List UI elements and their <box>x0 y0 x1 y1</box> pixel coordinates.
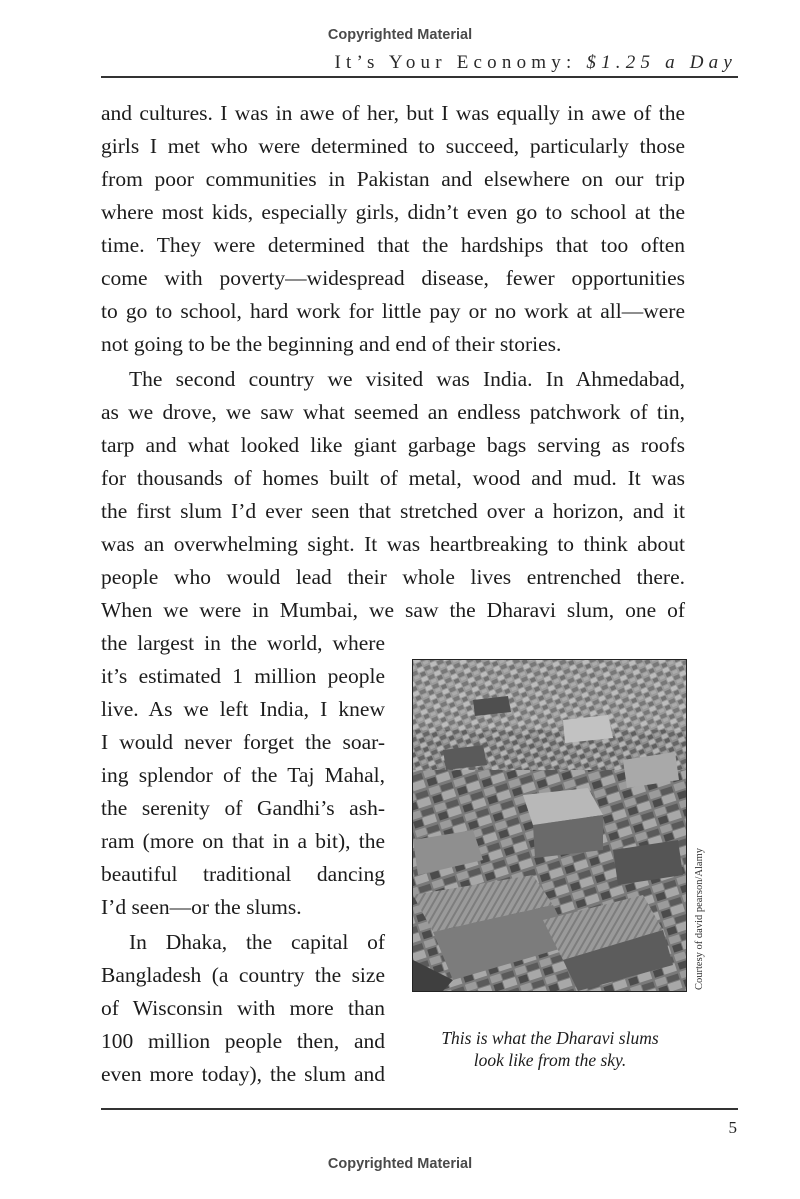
body-line: of Wisconsin with more than <box>101 996 385 1020</box>
body-line: from poor communities in Pakistan and elsewhere on our trip <box>101 167 685 191</box>
body-line: I would never forget the soar- <box>101 730 385 754</box>
body-line: come with poverty—widespread disease, fewer opportunities <box>101 266 685 290</box>
body-line: where most kids, especially girls, didn’t even go to school at the <box>101 200 685 224</box>
body-line: time. They were determined that the hardships that too often <box>101 233 685 257</box>
copyright-watermark-bottom: Copyrighted Material <box>327 1156 473 1172</box>
running-head-amount: $1.25 a Day <box>586 52 737 73</box>
body-line: live. As we left India, I knew <box>101 697 385 721</box>
body-line: to go to school, hard work for little pay or no work at all—were <box>101 299 685 323</box>
header-rule <box>101 76 738 78</box>
body-line: not going to be the beginning and end of their stories. <box>101 332 562 356</box>
photo-credit: Courtesy of david pearson/Alamy <box>694 847 705 990</box>
body-line: it’s estimated 1 million people <box>101 664 385 688</box>
caption-line: look like from the sky. <box>473 1050 627 1070</box>
body-line: ram (more on that in a bit), the <box>101 829 385 853</box>
body-line: the first slum I’d ever seen that stretched over a horizon, and it <box>101 499 685 523</box>
caption-line: This is what the Dharavi slums <box>441 1028 659 1048</box>
body-line: When we were in Mumbai, we saw the Dharavi slum, one of <box>101 598 685 622</box>
body-line: girls I met who were determined to succeed, particularly those <box>101 134 685 158</box>
body-line: the largest in the world, where <box>101 631 385 655</box>
body-line: as we drove, we saw what seemed an endless patchwork of tin, <box>101 400 685 424</box>
paragraph-start-line: In Dhaka, the capital of <box>129 930 385 954</box>
body-line: people who would lead their whole lives entrenched there. <box>101 565 685 589</box>
body-line: Bangladesh (a country the size <box>101 963 385 987</box>
paragraph-start-line: The second country we visited was India. In Ahmedabad, <box>129 367 685 391</box>
dharavi-slum-photo <box>412 659 687 992</box>
body-line: 100 million people then, and <box>101 1029 385 1053</box>
running-head-title: It’s Your Economy: <box>334 52 587 73</box>
copyright-watermark-top: Copyrighted Material <box>327 27 473 43</box>
body-line: even more today), the slum and <box>101 1062 385 1086</box>
body-line: beautiful traditional dancing <box>101 862 385 886</box>
photo-caption <box>404 1027 696 1071</box>
body-line: and cultures. I was in awe of her, but I was equally in awe of the <box>101 101 685 125</box>
body-line: the serenity of Gandhi’s ash- <box>101 796 385 820</box>
body-line: for thousands of homes built of metal, wood and mud. It was <box>101 466 685 490</box>
page-number: 5 <box>728 1118 737 1137</box>
body-line: tarp and what looked like giant garbage bags serving as roofs <box>101 433 685 457</box>
body-line: was an overwhelming sight. It was heartbreaking to think about <box>101 532 685 556</box>
footer-rule <box>101 1108 738 1110</box>
body-line: ing splendor of the Taj Mahal, <box>101 763 385 787</box>
body-line: I’d seen—or the slums. <box>101 895 302 919</box>
running-head <box>335 52 737 74</box>
